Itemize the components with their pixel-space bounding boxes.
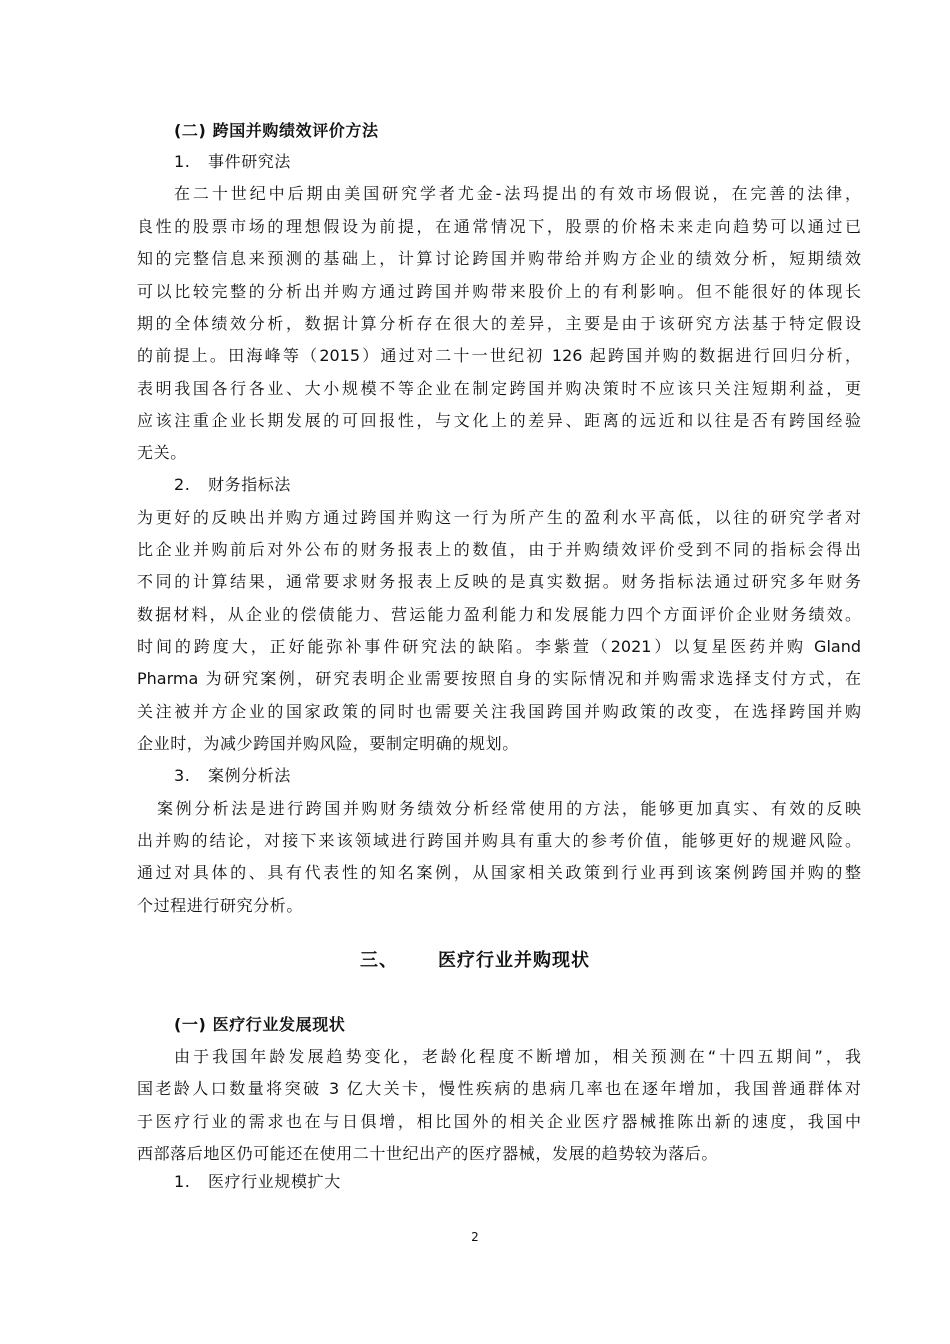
method-1-title: 事件研究法: [208, 152, 292, 171]
paragraph-line: 在二十世纪中后期由美国研究学者尤金-法玛提出的有效市场假说，在完善的法律，: [174, 184, 861, 203]
section-heading-2: (二) 跨国并购绩效评价方法: [174, 121, 379, 140]
paragraph-line: 期的全体绩效分析，数据计算分析存在很大的差异，主要是由于该研究方法基于特定假设: [137, 314, 861, 333]
method-2-number: 2.: [174, 475, 191, 494]
paragraph-line: 的前提上。田海峰等（2015）通过对二十一世纪初 126 起跨国并购的数据进行回归分析，: [137, 346, 861, 365]
chapter-number: 三、: [360, 950, 398, 971]
paragraph-line: 时间的跨度大，正好能弥补事件研究法的缺陷。李紫萱（2021）以复星医药并购 Gland: [137, 637, 861, 656]
paragraph-line: 关注被并方企业的国家政策的同时也需要关注我国跨国并购政策的改变，在选择跨国并购: [137, 702, 861, 721]
paragraph-line: 通过对具体的、具有代表性的知名案例，从国家相关政策到行业再到该案例跨国并购的整: [137, 863, 861, 882]
paragraph-line: 无关。: [137, 443, 187, 462]
method-2-heading: [174, 475, 898, 495]
section-heading-3-1: (一) 医疗行业发展现状: [174, 1015, 346, 1034]
method-3-heading: [174, 766, 898, 786]
paragraph-line: Pharma 为研究案例，研究表明企业需要按照自身的实际情况和并购需求选择支付方式，在: [137, 669, 861, 688]
page-number: 2: [471, 1230, 479, 1244]
method-3-number: 3.: [174, 766, 191, 785]
paragraph-line: 表明我国各行各业、大小规模不等企业在制定跨国并购决策时不应该只关注短期利益，更: [137, 379, 861, 398]
paragraph-line: 案例分析法是进行跨国并购财务绩效分析经常使用的方法，能够更加真实、有效的反映: [157, 799, 861, 818]
paragraph-line: 个过程进行研究分析。: [137, 896, 304, 915]
paragraph-line: 应该注重企业长期发展的可回报性，与文化上的差异、距离的远近和以往是否有跨国经验: [137, 411, 861, 430]
paragraph-line: 可以比较完整的分析出并购方通过跨国并购带来股价上的有利影响。但不能很好的体现长: [137, 282, 861, 301]
paragraph-line: 为更好的反映出并购方通过跨国并购这一行为所产生的盈利水平高低，以往的研究学者对: [137, 508, 861, 527]
chapter-title: 医疗行业并购现状: [438, 950, 590, 971]
paragraph-line: 于医疗行业的需求也在与日俱增，相比国外的相关企业医疗器械推陈出新的速度，我国中: [137, 1112, 861, 1131]
paragraph-line: 国老龄人口数量将突破 3 亿大关卡，慢性疾病的患病几率也在逐年增加，我国普通群体对: [137, 1079, 861, 1098]
paragraph-line: 数据材料，从企业的偿债能力、营运能力盈利能力和发展能力四个方面评价企业财务绩效。: [137, 605, 861, 624]
paragraph-line: 由于我国年龄发展趋势变化，老龄化程度不断增加，相关预测在“十四五期间”，我: [174, 1047, 861, 1066]
paragraph-line: 西部落后地区仍可能还在使用二十世纪出产的医疗器械，发展的趋势较为落后。: [137, 1144, 719, 1163]
paragraph-line: 比企业并购前后对外公布的财务报表上的数值，由于并购绩效评价受到不同的指标会得出: [137, 540, 861, 559]
paragraph-line: 知的完整信息来预测的基础上，计算讨论跨国并购带给并购方企业的绩效分析，短期绩效: [137, 249, 861, 268]
method-1-number: 1.: [174, 152, 191, 171]
subsection-1-title: 医疗行业规模扩大: [208, 1172, 341, 1191]
subsection-1-number: 1.: [174, 1172, 191, 1191]
method-2-title: 财务指标法: [208, 475, 292, 494]
chapter-heading: [0, 950, 950, 972]
method-3-title: 案例分析法: [208, 766, 292, 785]
paragraph-line: 良性的股票市场的理想假设为前提，在通常情况下，股票的价格未来走向趋势可以通过已: [137, 217, 861, 236]
paragraph-line: 不同的计算结果，通常要求财务报表上反映的是真实数据。财务指标法通过研究多年财务: [137, 572, 861, 591]
method-1-heading: [174, 152, 898, 172]
paragraph-line: 出并购的结论，对接下来该领域进行跨国并购具有重大的参考价值，能够更好的规避风险。: [137, 831, 861, 850]
paragraph-line: 企业时，为减少跨国并购风险，要制定明确的规划。: [137, 734, 519, 753]
subsection-1-heading: [174, 1172, 898, 1192]
